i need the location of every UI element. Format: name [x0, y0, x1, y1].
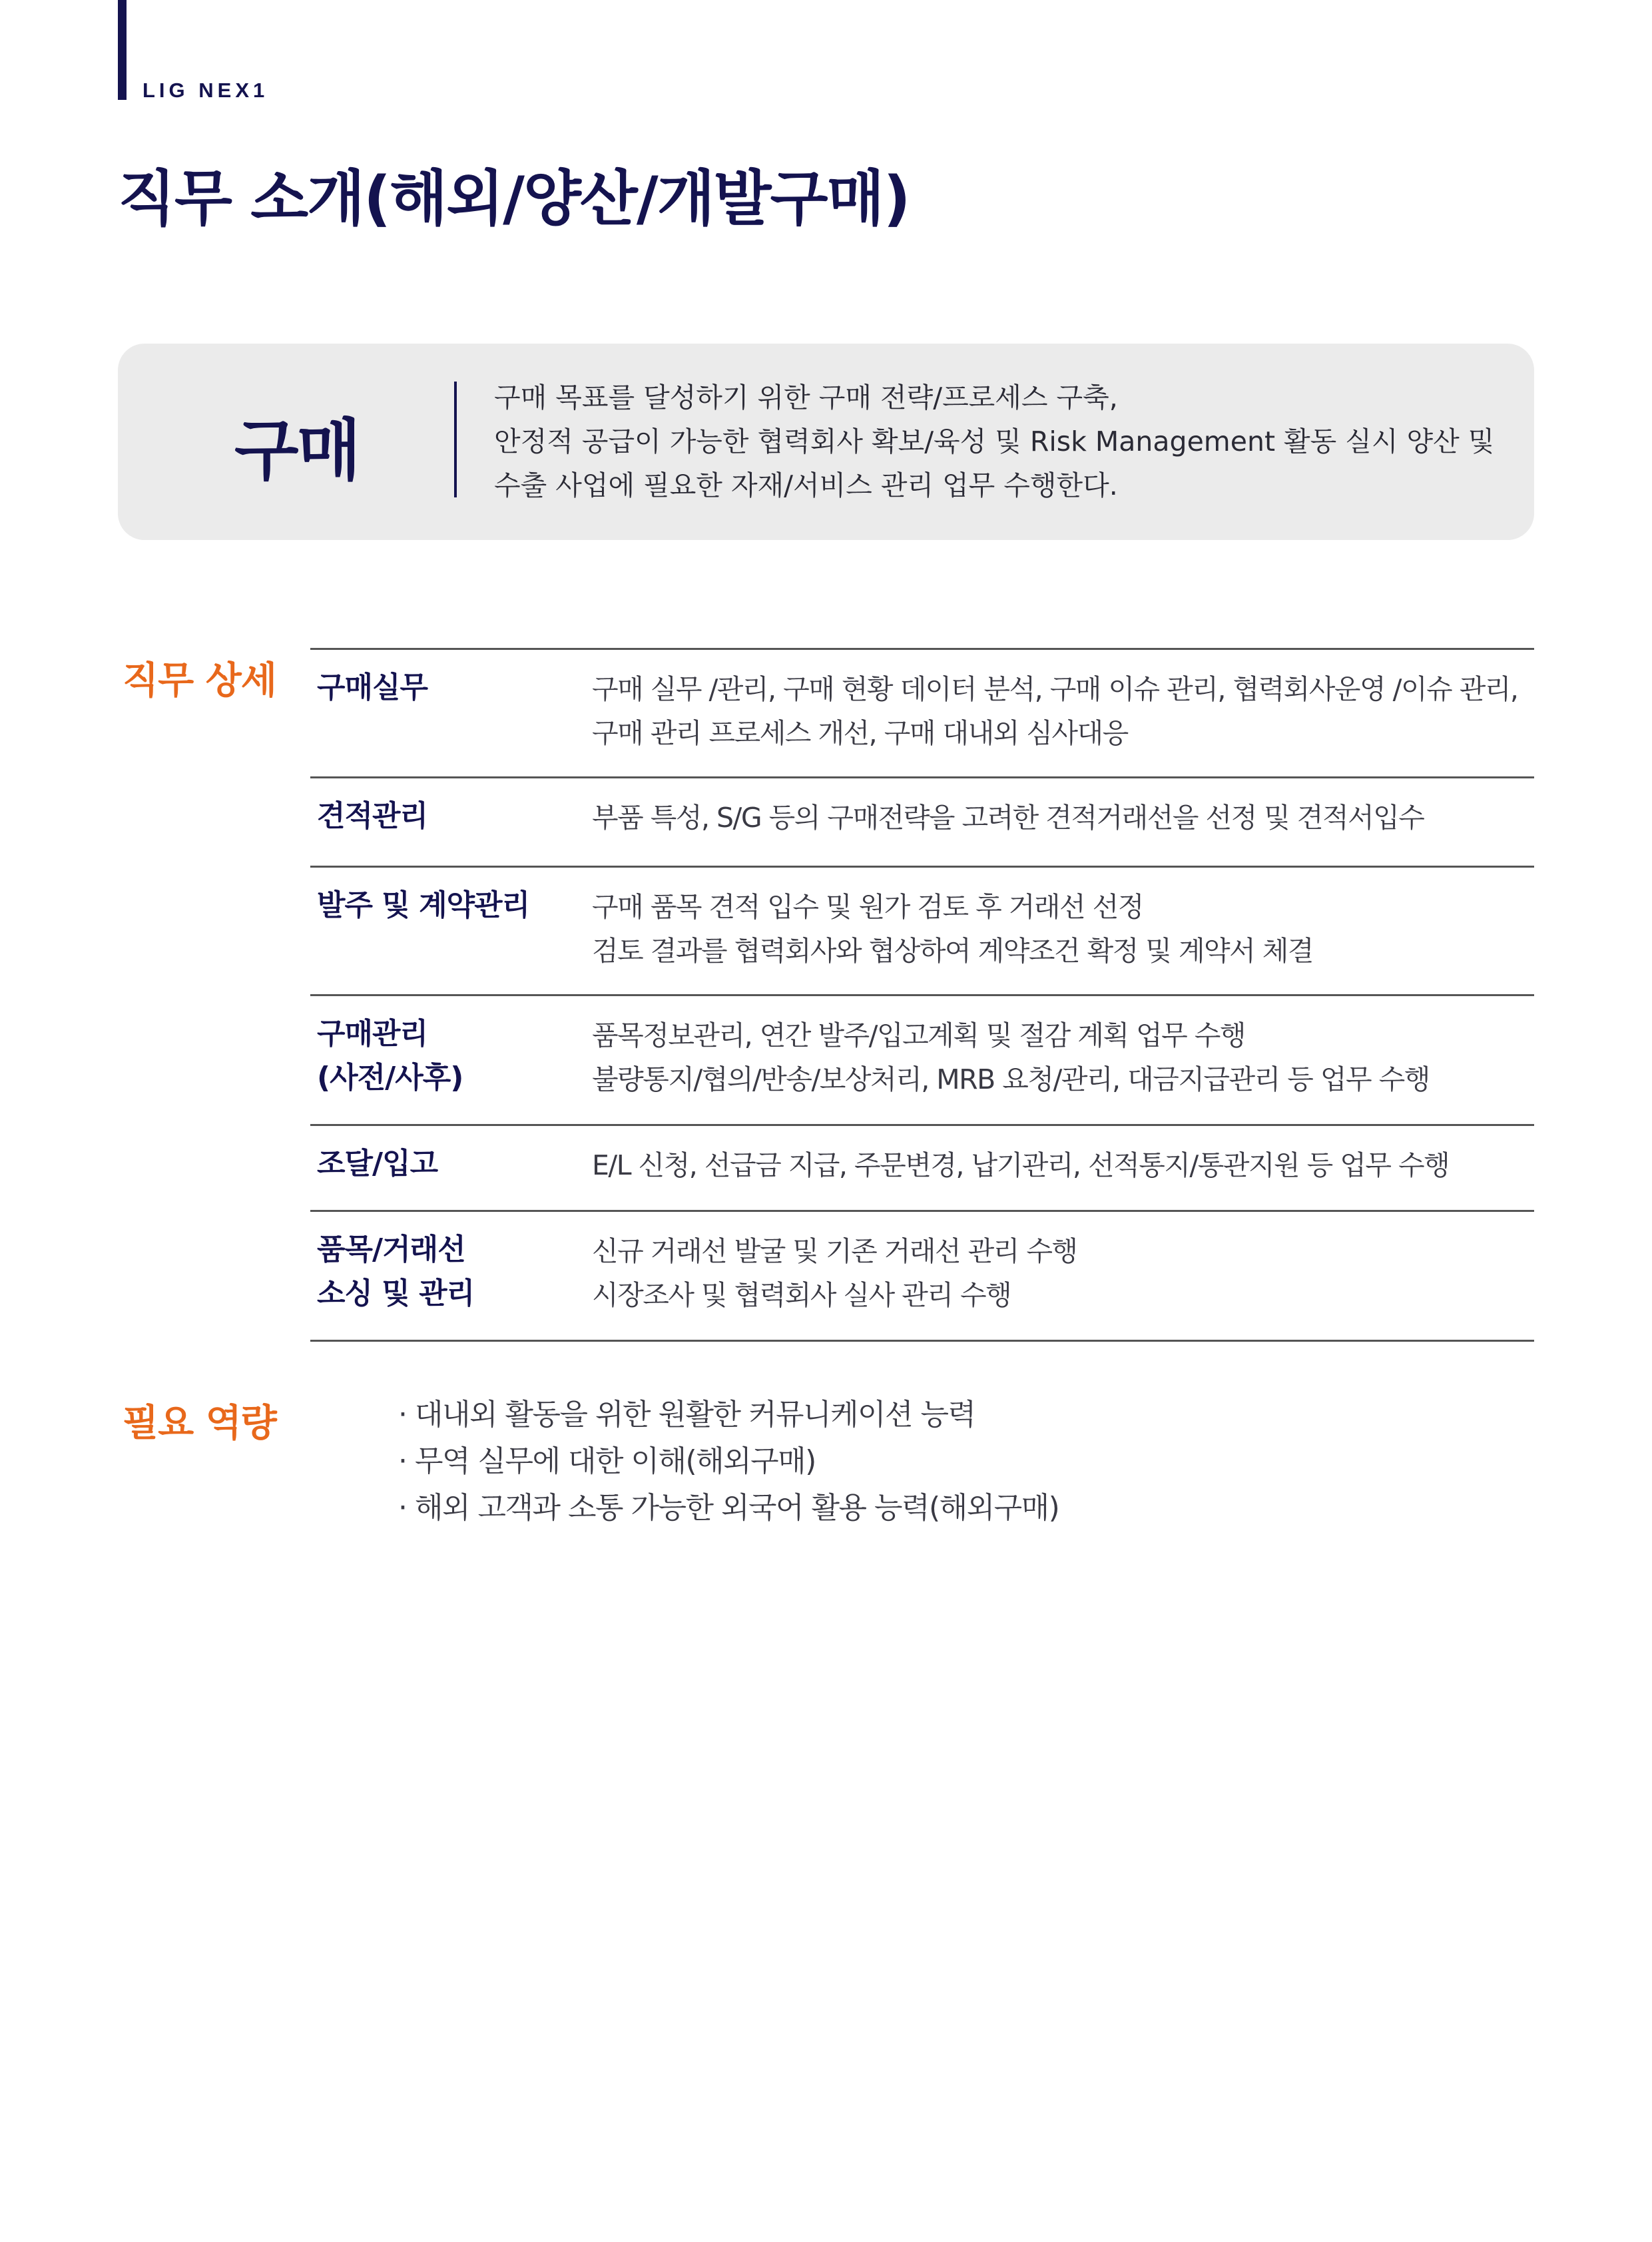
duty-row: [310, 868, 1534, 996]
duty-description: 부품 특성, S/G 등의 구매전략을 고려한 견적거래선을 선정 및 견적서입수: [592, 802, 1424, 834]
page-title: 직무 소개(해외/양산/개발구매): [118, 164, 910, 234]
competency-list: [398, 1392, 1059, 1532]
list-item: · 무역 실무에 대한 이해(해외구매): [398, 1444, 816, 1478]
brand-logo-text: LIG NEX1: [142, 79, 269, 102]
summary-divider: [454, 382, 457, 497]
duty-name: 품목/거래선 소싱 및 관리: [317, 1233, 475, 1310]
duty-row: [310, 778, 1534, 868]
summary-line: 안정적 공급이 가능한 협력회사 확보/육성 및 Risk Management 활동 실시 양산 및: [494, 425, 1495, 457]
duty-description: 구매 품목 견적 입수 및 원가 검토 후 거래선 선정 검토 결과를 협력회사와 협상하여 계약조건 확정 및 계약서 체결: [592, 891, 1314, 967]
duty-row: [310, 1212, 1534, 1342]
duty-name: 구매실무: [317, 671, 428, 704]
header-accent-bar: [118, 0, 127, 100]
competencies-section-label: 필요 역량: [123, 1402, 276, 1445]
duty-description: E/L 신청, 선급금 지급, 주문변경, 납기관리, 선적통지/통관지원 등 업무 수행: [592, 1149, 1450, 1181]
duty-description: 품목정보관리, 연간 발주/입고계획 및 절감 계획 업무 수행 불량통지/협의/반송/보상처리, MRB 요청/관리, 대금지급관리 등 업무 수행: [592, 1019, 1430, 1095]
summary-title: 구매: [234, 412, 360, 489]
duty-name: 견적관리: [317, 799, 428, 833]
list-item: · 대내외 활동을 위한 원활한 커뮤니케이션 능력: [398, 1398, 975, 1432]
summary-line: 구매 목표를 달성하기 위한 구매 전략/프로세스 구축,: [494, 382, 1118, 414]
duties-section-label: 직무 상세: [123, 659, 276, 702]
duty-name: 발주 및 계약관리: [317, 888, 530, 922]
summary-description: [494, 376, 1519, 507]
list-item: · 해외 고객과 소통 가능한 외국어 활용 능력(해외구매): [398, 1491, 1059, 1525]
duty-row: [310, 650, 1534, 778]
duty-name: 조달/입고: [317, 1147, 438, 1181]
summary-line: 수출 사업에 필요한 자재/서비스 관리 업무 수행한다.: [494, 469, 1118, 501]
duty-table: [310, 648, 1534, 1342]
duty-description: 신규 거래선 발굴 및 기존 거래선 관리 수행 시장조사 및 협력회사 실사 관리 수행: [592, 1235, 1077, 1311]
summary-box: [118, 344, 1534, 540]
duty-name: 구매관리 (사전/사후): [317, 1017, 463, 1095]
duty-row: [310, 996, 1534, 1126]
duty-row: [310, 1126, 1534, 1212]
duty-description: 구매 실무 /관리, 구매 현황 데이터 분석, 구매 이슈 관리, 협력회사운영 /이슈 관리, 구매 관리 프로세스 개선, 구매 대내외 심사대응: [592, 673, 1518, 749]
